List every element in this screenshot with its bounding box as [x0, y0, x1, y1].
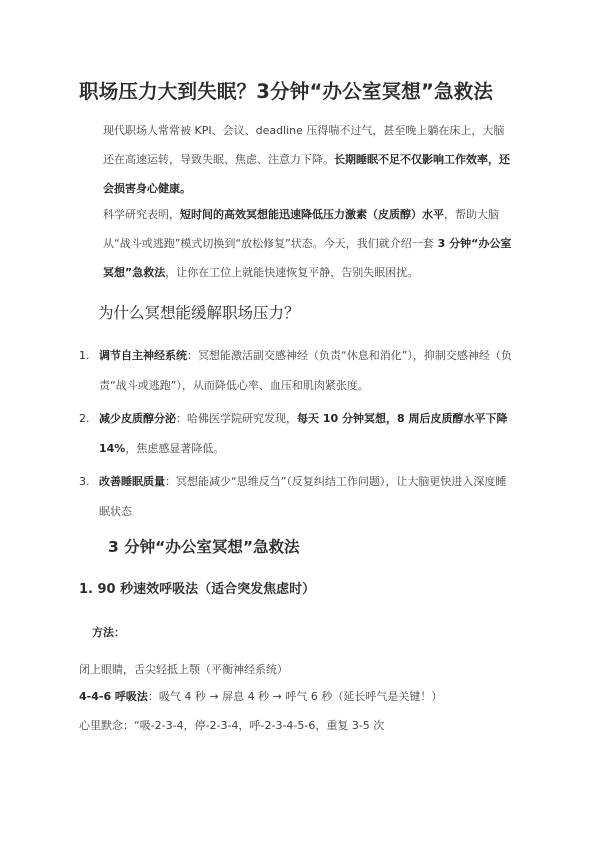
intro-p1-text: 现代职场人常常被 KPI、会议、deadline 压得喘不过气，甚至晚上躺在床上，大脑还在高速运转，导致失眠、焦虑、注意力下降。: [103, 124, 505, 166]
intro-paragraph-1: [79, 116, 513, 203]
section-heading-why: 为什么冥想能缓解职场压力？: [98, 304, 300, 322]
method-label: 方法：: [92, 626, 125, 639]
step-line-3: 心里默念：“吸-2-3-4，停-2-3-4，呼-2-3-4-5-6，重复 3-5 次: [79, 719, 385, 732]
list-item-bold: 减少皮质醇分泌: [99, 412, 176, 425]
step-line-1: 闭上眼睛，舌尖轻抵上颚（平衡神经系统）: [79, 663, 288, 676]
list-item-text: ：冥想能减少“思维反刍”（反复纠结工作问题），让大脑更快进入深度睡眠状态: [99, 475, 507, 518]
subsection-heading-breathing: 1. 90 秒速效呼吸法（适合突发焦虑时）: [79, 582, 316, 597]
list-item: [79, 404, 513, 464]
step-line-2: [79, 688, 442, 704]
intro-paragraph-2: [79, 200, 513, 287]
intro-p2-text-a: 科学研究表明，: [103, 208, 180, 221]
intro-p2-bold-2: 3 分钟“办公室冥想”急救法: [103, 237, 512, 279]
reasons-list: [79, 341, 513, 527]
list-item: [79, 341, 513, 401]
list-item-bold: 调节自主神经系统: [99, 349, 187, 362]
list-item-bold-highlight: 每天 10 分钟冥想，8 周后皮质醇水平下降 14%: [99, 412, 508, 455]
intro-p1-bold: 长期睡眠不足不仅影响工作效率，还会损害身心健康。: [103, 153, 510, 195]
list-item-text: ：冥想能激活副交感神经（负责“休息和消化”），抑制交感神经（负责“战斗或逃跑”），从而降低心率、血压和肌肉紧张度。: [99, 349, 512, 392]
list-item: [79, 467, 513, 527]
list-item-bold: 改善睡眠质量: [99, 475, 165, 488]
list-item-text: ：哈佛医学院研究发现，: [176, 412, 297, 425]
section-heading-method: 3 分钟“办公室冥想”急救法: [108, 538, 300, 556]
intro-p2-bold-1: 短时间的高效冥想能迅速降低压力激素（皮质醇）水平: [180, 208, 444, 221]
intro-p2-text-c: ，让你在工位上就能快速恢复平静，告别失眠困扰。: [165, 266, 419, 279]
list-item-number: 1.: [79, 349, 90, 362]
step-line-2-text: ：吸气 4 秒 → 屏息 4 秒 → 呼气 6 秒（延长呼气是关键！）: [147, 690, 443, 703]
list-item-number: 3.: [79, 475, 90, 488]
list-item-number: 2.: [79, 412, 90, 425]
step-line-2-bold: 4-4-6 呼吸法: [79, 690, 148, 703]
list-item-text: ，焦虑感显著降低。: [125, 442, 225, 455]
intro-p2-text-b: ，帮助大脑从“战斗或逃跑”模式切换到“放松修复”状态。今天，我们就介绍一套: [103, 208, 499, 250]
article-title: 职场压力大到失眠？3分钟“办公室冥想”急救法: [79, 80, 494, 103]
